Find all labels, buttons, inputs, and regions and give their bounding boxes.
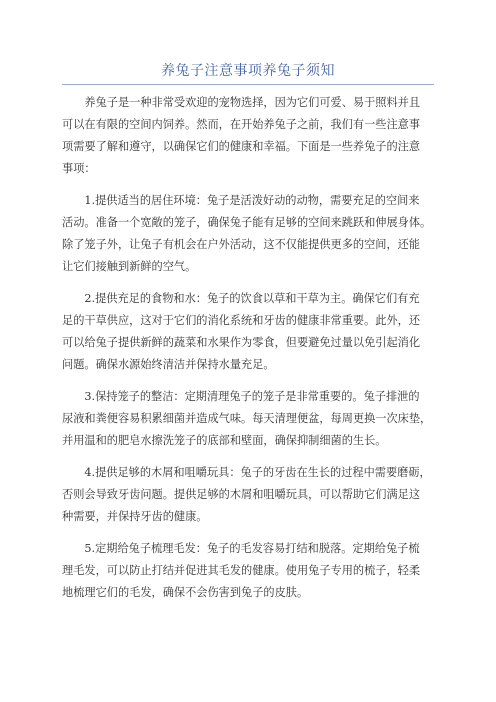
document-body [62, 92, 434, 614]
document-title: 养兔子注意事项养兔子须知 [161, 63, 335, 79]
paragraph-intro: 养兔子是一种非常受欢迎的宠物选择，因为它们可爱、易于照料并且 可以在有限的空间内饲养。然而，在开始养兔子之前，我们有一些注意事 项需要了解和遵守，以确保它们的健康和幸福。下面是一些养兔子的注意 事项： [62, 96, 421, 175]
title-divider [62, 84, 434, 85]
paragraph-4-chew-toys: 4.提供足够的木屑和咀嚼玩具：兔子的牙齿在生长的过程中需要磨砺， 否则会导致牙齿问题。提供足够的木屑和咀嚼玩具，可以帮助它们满足这 种需要，并保持牙齿的健康。 [62, 466, 431, 523]
paragraph-2-food-water: 2.提供充足的食物和水：兔子的饮食以草和干草为主。确保它们有充 足的干草供应，这对于它们的消化系统和牙齿的健康非常重要。此外，还 可以给兔子提供新鲜的蔬菜和水果作为零食，但要避免过量以免引起消化 问题。确保水源始终清洁并保持水量充足。 [62, 292, 421, 371]
paragraph-3-clean-cage: 3.保持笼子的整洁：定期清理兔子的笼子是非常重要的。兔子排泄的 尿液和粪便容易积累细菌并造成气味。每天清理便盆，每周更换一次床垫， 并用温和的肥皂水擦洗笼子的底部和壁面，确保抑制细菌的生长。 [62, 390, 432, 447]
paragraph-1-living-environment: 1.提供适当的居住环境：兔子是活泼好动的动物，需要充足的空间来 活动。准备一个宽敞的笼子，确保兔子能有足够的空间来跳跃和伸展身体。 除了笼子外，让兔子有机会在户外活动，这不仅能提供更多的空间，还能 让它们接触到新鲜的空气。 [62, 194, 432, 273]
paragraph-5-grooming: 5.定期给兔子梳理毛发：兔子的毛发容易打结和脱落。定期给兔子梳 理毛发，可以防止打结并促进其毛发的健康。使用兔子专用的梳子，轻柔 地梳理它们的毛发，确保不会伤害到兔子的皮肤。 [62, 542, 421, 599]
